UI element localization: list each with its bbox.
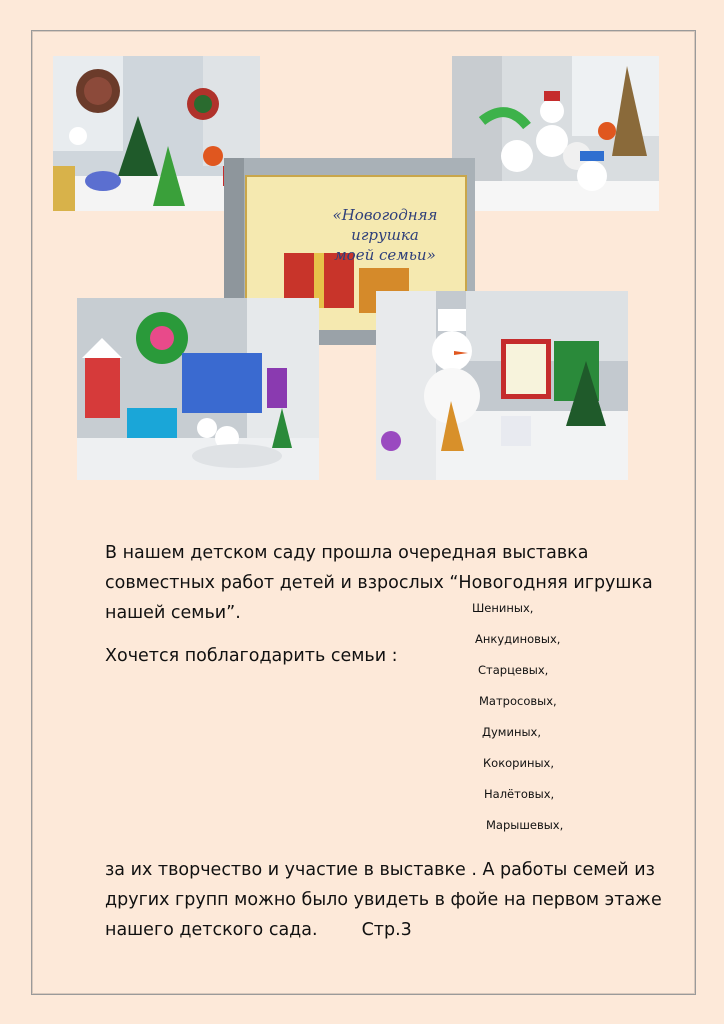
photo-snowman-tree xyxy=(376,291,628,480)
closing-paragraph xyxy=(105,855,685,945)
banner-line-1: «Новогодняя xyxy=(332,206,438,224)
intro-paragraph: В нашем детском саду прошла очередная выставка совместных работ детей и взрослых “Новогодняя игрушка нашей семьи”. xyxy=(105,543,653,623)
thanks-line: Хочется поблагодарить семьи : xyxy=(105,646,398,666)
banner-caption xyxy=(300,205,470,265)
family-name: Шениных, xyxy=(472,601,534,615)
family-name: Марышевых, xyxy=(486,818,564,832)
family-name: Думиных, xyxy=(482,725,541,739)
closing-text: за их творчество и участие в выставке . А работы семей из других групп можно было увидеть в фойе на первом этаже нашего детского сада. xyxy=(105,860,662,940)
banner-line-3: моей семьи» xyxy=(334,246,436,264)
family-name: Налётовых, xyxy=(484,787,555,801)
page-number: Стр.3 xyxy=(361,920,412,940)
family-name: Анкудиновых, xyxy=(475,632,561,646)
photo-snowmen xyxy=(452,56,659,211)
family-name: Кокориных, xyxy=(483,756,555,770)
family-name: Матросовых, xyxy=(479,694,557,708)
photo-crafts-houses xyxy=(77,298,319,480)
banner-line-2: игрушка xyxy=(351,226,419,244)
family-name: Старцевых, xyxy=(478,663,549,677)
